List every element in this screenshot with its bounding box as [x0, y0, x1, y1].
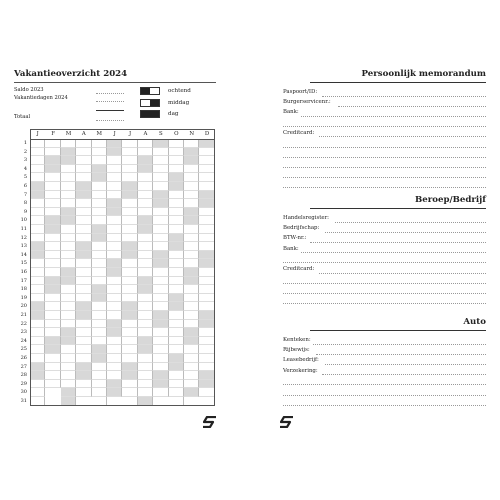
- write-line[interactable]: [310, 242, 486, 243]
- month-header: J: [36, 131, 39, 137]
- field-label: Bank:: [283, 109, 299, 116]
- section-rule: [310, 330, 486, 331]
- month-header: M: [96, 131, 103, 137]
- write-line[interactable]: [325, 364, 486, 365]
- field-label: Burgerservicenr.:: [283, 99, 331, 106]
- section-title: Beroep/Bedrijf: [415, 195, 486, 205]
- day-number: 24: [20, 337, 27, 344]
- write-line[interactable]: [283, 283, 486, 284]
- summary-label-balance: Saldo 2023: [14, 87, 44, 93]
- write-line[interactable]: [283, 147, 486, 148]
- day-number: 6: [23, 183, 27, 189]
- write-line[interactable]: [283, 262, 486, 263]
- write-line[interactable]: [301, 252, 487, 253]
- legend-morning-icon: [140, 87, 160, 95]
- legend-afternoon-icon: [140, 99, 160, 107]
- write-line[interactable]: [322, 96, 486, 97]
- day-number: 1: [23, 140, 27, 146]
- day-number: 19: [20, 294, 27, 301]
- write-line[interactable]: [283, 157, 486, 158]
- write-line[interactable]: [301, 116, 487, 117]
- day-number: 27: [20, 363, 27, 370]
- write-line[interactable]: [283, 384, 486, 385]
- field-label: Leasebedrijf:: [283, 357, 319, 364]
- write-line[interactable]: [319, 136, 486, 137]
- write-line[interactable]: [283, 303, 486, 304]
- month-header: J: [113, 131, 116, 137]
- summary-label-total: Totaal: [14, 114, 31, 120]
- field-label: Handelsregister:: [283, 215, 329, 221]
- day-number: 18: [20, 286, 27, 293]
- brand-logo-icon: [203, 413, 217, 425]
- write-line[interactable]: [283, 177, 486, 178]
- month-header: D: [204, 131, 210, 137]
- vacation-overview-title: Vakantieoverzicht 2024: [14, 69, 128, 79]
- legend-day-icon: [140, 110, 160, 118]
- summary-line-balance[interactable]: [96, 93, 124, 94]
- day-number: 26: [20, 355, 27, 361]
- day-number: 28: [20, 372, 27, 379]
- write-line[interactable]: [316, 354, 486, 355]
- day-number: 21: [20, 312, 27, 318]
- field-label: BTW-nr.:: [283, 235, 307, 242]
- day-number: 13: [20, 243, 27, 250]
- field-label: Paspoort/ID:: [283, 89, 318, 95]
- day-number: 5: [23, 174, 27, 181]
- write-line[interactable]: [283, 187, 486, 188]
- write-line[interactable]: [313, 344, 486, 345]
- summary-label-vacation-days: Vakantiedagen 2024: [14, 95, 68, 101]
- field-label: Creditcard:: [283, 129, 315, 136]
- write-line[interactable]: [338, 106, 486, 107]
- day-number: 22: [20, 320, 27, 327]
- field-label: Rijbewijs:: [283, 347, 310, 354]
- day-number: 7: [23, 191, 27, 198]
- day-number: 23: [20, 329, 27, 336]
- summary-total-rule: [96, 110, 124, 111]
- month-header: A: [143, 131, 148, 137]
- day-number: 14: [20, 251, 27, 258]
- title-rule: [14, 82, 216, 83]
- write-line[interactable]: [335, 222, 486, 223]
- field-label: Bank:: [283, 245, 299, 252]
- day-number: 2: [23, 148, 27, 155]
- day-number: 15: [20, 260, 27, 267]
- write-line[interactable]: [283, 167, 486, 168]
- month-header: F: [51, 131, 55, 137]
- day-number: 20: [20, 303, 27, 310]
- legend-day-label: dag: [168, 111, 179, 117]
- calendar-frame: [30, 129, 215, 406]
- day-number: 10: [20, 217, 27, 224]
- write-line[interactable]: [319, 273, 486, 274]
- calendar-header-rule: [30, 139, 215, 140]
- right-page: [250, 0, 500, 500]
- day-number: 8: [23, 200, 27, 207]
- day-number: 12: [20, 234, 27, 241]
- section-rule: [310, 208, 486, 209]
- day-number: 9: [23, 208, 27, 215]
- month-header: O: [174, 131, 179, 137]
- legend-afternoon-label: middag: [168, 100, 190, 106]
- write-line[interactable]: [283, 126, 486, 127]
- day-number: 17: [20, 277, 27, 284]
- section-rule: [310, 82, 486, 83]
- month-header: M: [65, 131, 72, 137]
- day-number: 4: [23, 165, 27, 172]
- month-header: A: [81, 131, 86, 137]
- month-header: N: [189, 131, 195, 137]
- field-label: Kenteken:: [283, 337, 311, 343]
- write-line[interactable]: [283, 395, 486, 396]
- day-number: 3: [23, 157, 27, 164]
- write-line[interactable]: [283, 293, 486, 294]
- field-label: Creditcard:: [283, 266, 315, 272]
- day-number: 25: [20, 346, 27, 353]
- field-label: Bedrijfschap:: [283, 225, 320, 232]
- legend-morning-label: ochtend: [168, 88, 191, 94]
- day-number: 11: [20, 226, 27, 232]
- field-label: Verzekering:: [283, 367, 318, 374]
- write-line[interactable]: [283, 405, 486, 406]
- day-number: 30: [20, 389, 27, 396]
- brand-logo-icon: [280, 413, 294, 425]
- write-line[interactable]: [325, 232, 486, 233]
- summary-line-vacation-days[interactable]: [96, 101, 124, 102]
- month-header: J: [129, 131, 132, 137]
- summary-line-total[interactable]: [96, 120, 124, 121]
- write-line[interactable]: [322, 374, 486, 375]
- day-number: 29: [20, 380, 27, 387]
- section-title: Auto: [463, 317, 486, 327]
- day-number: 16: [20, 269, 27, 275]
- day-number: 31: [20, 398, 27, 404]
- month-header: S: [159, 131, 163, 137]
- section-title: Persoonlijk memorandum: [361, 69, 486, 79]
